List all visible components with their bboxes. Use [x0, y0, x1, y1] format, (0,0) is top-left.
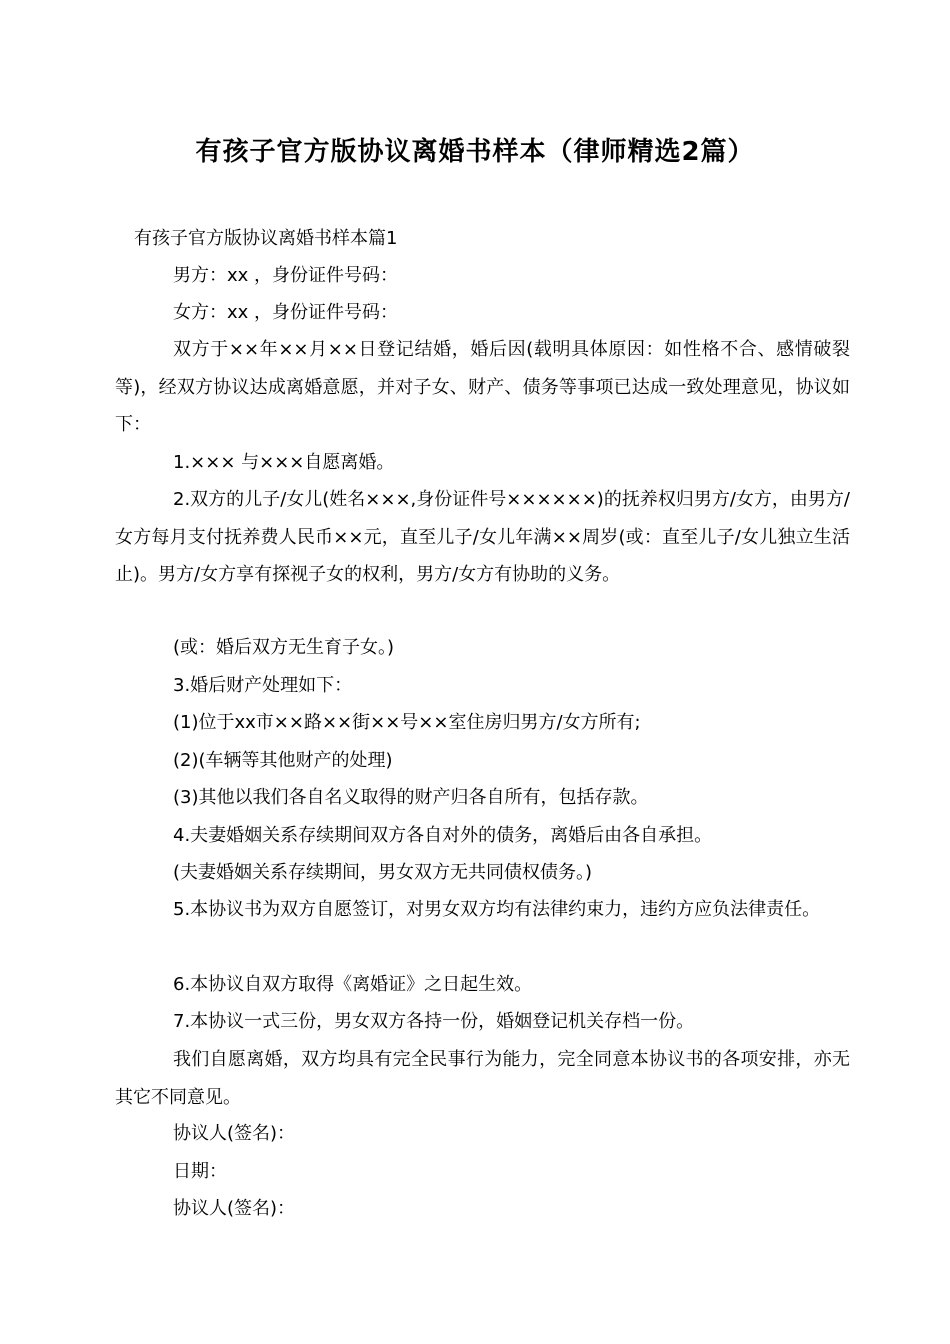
male-party-line: 男方：xx ，身份证件号码： — [173, 265, 399, 286]
section-heading: 有孩子官方版协议离婚书样本篇1 — [134, 228, 398, 249]
clause-2-alternative: (或：婚后双方无生育子女。) — [173, 637, 395, 658]
clause-6: 6.本协议自双方取得《离婚证》之日起生效。 — [173, 974, 533, 995]
clause-7: 7.本协议一式三份，男女双方各持一份，婚姻登记机关存档一份。 — [173, 1011, 695, 1032]
clause-3-3: (3)其他以我们各自名义取得的财产归各自所有，包括存款。 — [173, 787, 649, 808]
signature-line-1: 协议人(签名)： — [173, 1123, 296, 1144]
clause-3-2: (2)(车辆等其他财产的处理) — [173, 750, 393, 771]
clause-4-alternative: (夫妻婚姻关系存续期间，男女双方无共同债权债务。) — [173, 862, 593, 883]
document-title: 有孩子官方版协议离婚书样本（律师精选2篇） — [195, 137, 755, 167]
signature-line-2: 协议人(签名)： — [173, 1198, 296, 1219]
clause-5: 5.本协议书为双方自愿签订，对男女双方均有法律约束力，违约方应负法律责任。 — [173, 899, 821, 920]
closing-paragraph: 我们自愿离婚，双方均具有完全民事行为能力，完全同意本协议书的各项安排，亦无其它不同意见。 — [115, 1049, 850, 1108]
female-party-line: 女方：xx ，身份证件号码： — [173, 302, 399, 323]
clause-4: 4.夫妻婚姻关系存续期间双方各自对外的债务，离婚后由各自承担。 — [173, 825, 713, 846]
clause-3-1: (1)位于xx市××路××街××号××室住房归男方/女方所有; — [173, 712, 641, 733]
clause-3: 3.婚后财产处理如下： — [173, 675, 353, 696]
clause-1: 1.××× 与×××自愿离婚。 — [173, 452, 395, 473]
date-line: 日期： — [173, 1161, 227, 1182]
intro-paragraph: 双方于××年××月××日登记结婚，婚后因(载明具体原因：如性格不合、感情破裂等)，经双方协议达成离婚意愿，并对子女、财产、债务等事项已达成一致处理意见，协议如下： — [115, 339, 850, 435]
clause-2: 2.双方的儿子/女儿(姓名×××,身份证件号××××××)的抚养权归男方/女方，由男方/女方每月支付抚养费人民币××元，直至儿子/女儿年满××周岁(或：直至儿子/女儿独立生活止)。男方/女方享有探视子女的权利，男方/女方有协助的义务。 — [115, 489, 850, 585]
